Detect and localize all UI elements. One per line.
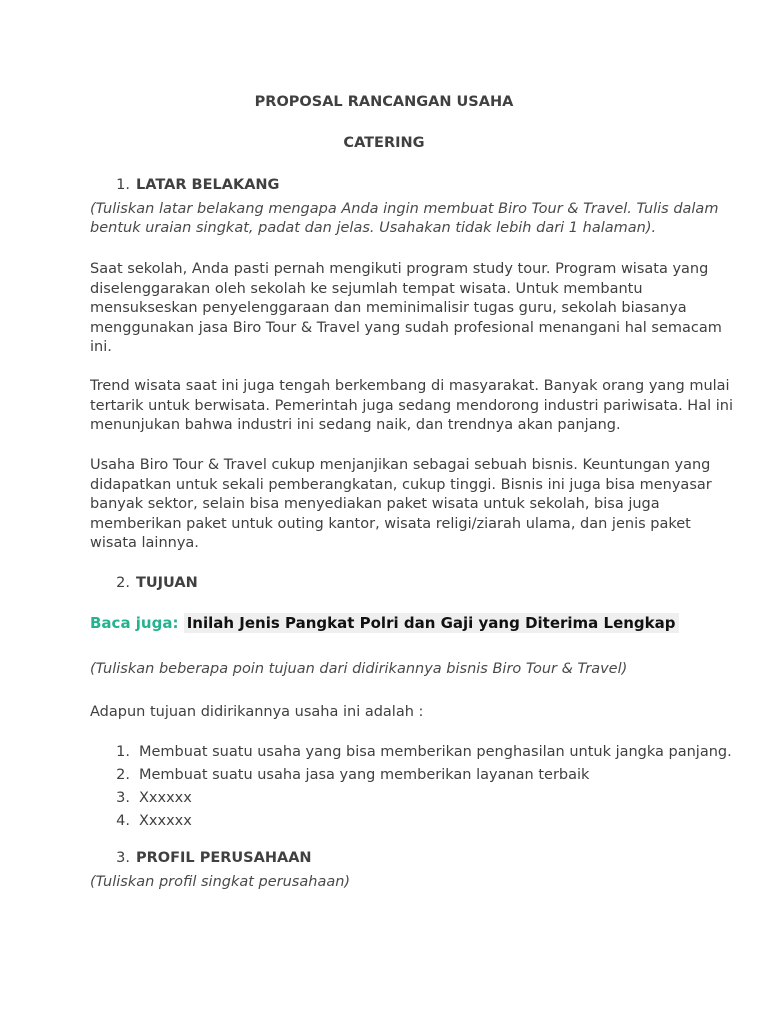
related-article-label: Baca juga: <box>90 614 179 632</box>
section-2-instruction: (Tuliskan beberapa poin tujuan dari didirikannya bisnis Biro Tour & Travel) <box>90 661 628 677</box>
document-subtitle: CATERING <box>343 135 425 151</box>
section-1-number: 1. <box>116 177 130 193</box>
paragraph-line: ini. <box>90 339 112 355</box>
paragraph-line: menunjukan bahwa industri ini sedang naik, dan trendnya akan panjang. <box>90 417 621 433</box>
list-item-text: Membuat suatu usaha jasa yang memberikan layanan terbaik <box>139 767 590 783</box>
related-article-link[interactable]: Inilah Jenis Pangkat Polri dan Gaji yang Diterima Lengkap <box>184 613 679 633</box>
list-item-number: 4. <box>116 813 130 829</box>
list-item <box>104 767 732 790</box>
section-1-title: LATAR BELAKANG <box>136 177 280 193</box>
related-article <box>90 614 679 632</box>
paragraph-line: tertarik untuk berwisata. Pemerintah juga sedang mendorong industri pariwisata. Hal ini <box>90 397 733 414</box>
paragraph-line: banyak sektor, selain bisa menyediakan paket wisata untuk sekolah, bisa juga <box>90 496 660 512</box>
list-item-text: Xxxxxx <box>139 813 192 829</box>
section-2-number: 2. <box>116 575 130 591</box>
list-item-text: Xxxxxx <box>139 790 192 806</box>
section-3-title: PROFIL PERUSAHAAN <box>136 850 312 866</box>
section-1-heading <box>104 177 279 193</box>
paragraph-line: memberikan paket untuk outing kantor, wisata religi/ziarah ulama, dan jenis paket <box>90 515 691 532</box>
objectives-intro: Adapun tujuan didirikannya usaha ini adalah : <box>90 704 424 720</box>
list-item-number: 3. <box>116 790 130 806</box>
instruction-line: (Tuliskan latar belakang mengapa Anda ingin membuat Biro Tour & Travel. Tulis dalam <box>90 201 719 217</box>
paragraph-line: wisata lainnya. <box>90 535 199 551</box>
section-1-instruction <box>90 200 718 238</box>
section-3-instruction: (Tuliskan profil singkat perusahaan) <box>90 874 351 890</box>
paragraph-1 <box>90 260 722 358</box>
list-item-text: Membuat suatu usaha yang bisa memberikan penghasilan untuk jangka panjang. <box>139 744 732 760</box>
instruction-line: bentuk uraian singkat, padat dan jelas. Usahakan tidak lebih dari 1 halaman). <box>90 220 657 236</box>
list-item-number: 2. <box>116 767 130 783</box>
list-item-number: 1. <box>116 744 130 760</box>
paragraph-line: menggunakan jasa Biro Tour & Travel yang sudah profesional menangani hal semacam <box>90 319 722 336</box>
section-3-number: 3. <box>116 850 130 866</box>
paragraph-line: Usaha Biro Tour & Travel cukup menjanjikan sebagai sebuah bisnis. Keuntungan yang <box>90 457 711 473</box>
paragraph-line: diselenggarakan oleh sekolah ke sejumlah tempat wisata. Untuk membantu <box>90 280 643 297</box>
document-title: PROPOSAL RANCANGAN USAHA <box>254 94 514 110</box>
paragraph-line: Saat sekolah, Anda pasti pernah mengikuti program study tour. Program wisata yang <box>90 261 709 277</box>
paragraph-line: didapatkan untuk sekali pemberangkatan, cukup tinggi. Bisnis ini juga bisa menyasar <box>90 476 712 493</box>
paragraph-line: mensukseskan penyelenggaraan dan meminimalisir tugas guru, sekolah biasanya <box>90 300 687 316</box>
section-2-title: TUJUAN <box>136 575 198 591</box>
list-item <box>104 790 732 813</box>
section-3-heading <box>104 850 312 866</box>
paragraph-3 <box>90 456 712 554</box>
list-item <box>104 744 732 767</box>
paragraph-2 <box>90 377 733 436</box>
list-item <box>104 813 732 836</box>
section-2-heading <box>104 575 198 591</box>
objectives-list <box>104 744 732 836</box>
paragraph-line: Trend wisata saat ini juga tengah berkembang di masyarakat. Banyak orang yang mulai <box>90 378 730 394</box>
